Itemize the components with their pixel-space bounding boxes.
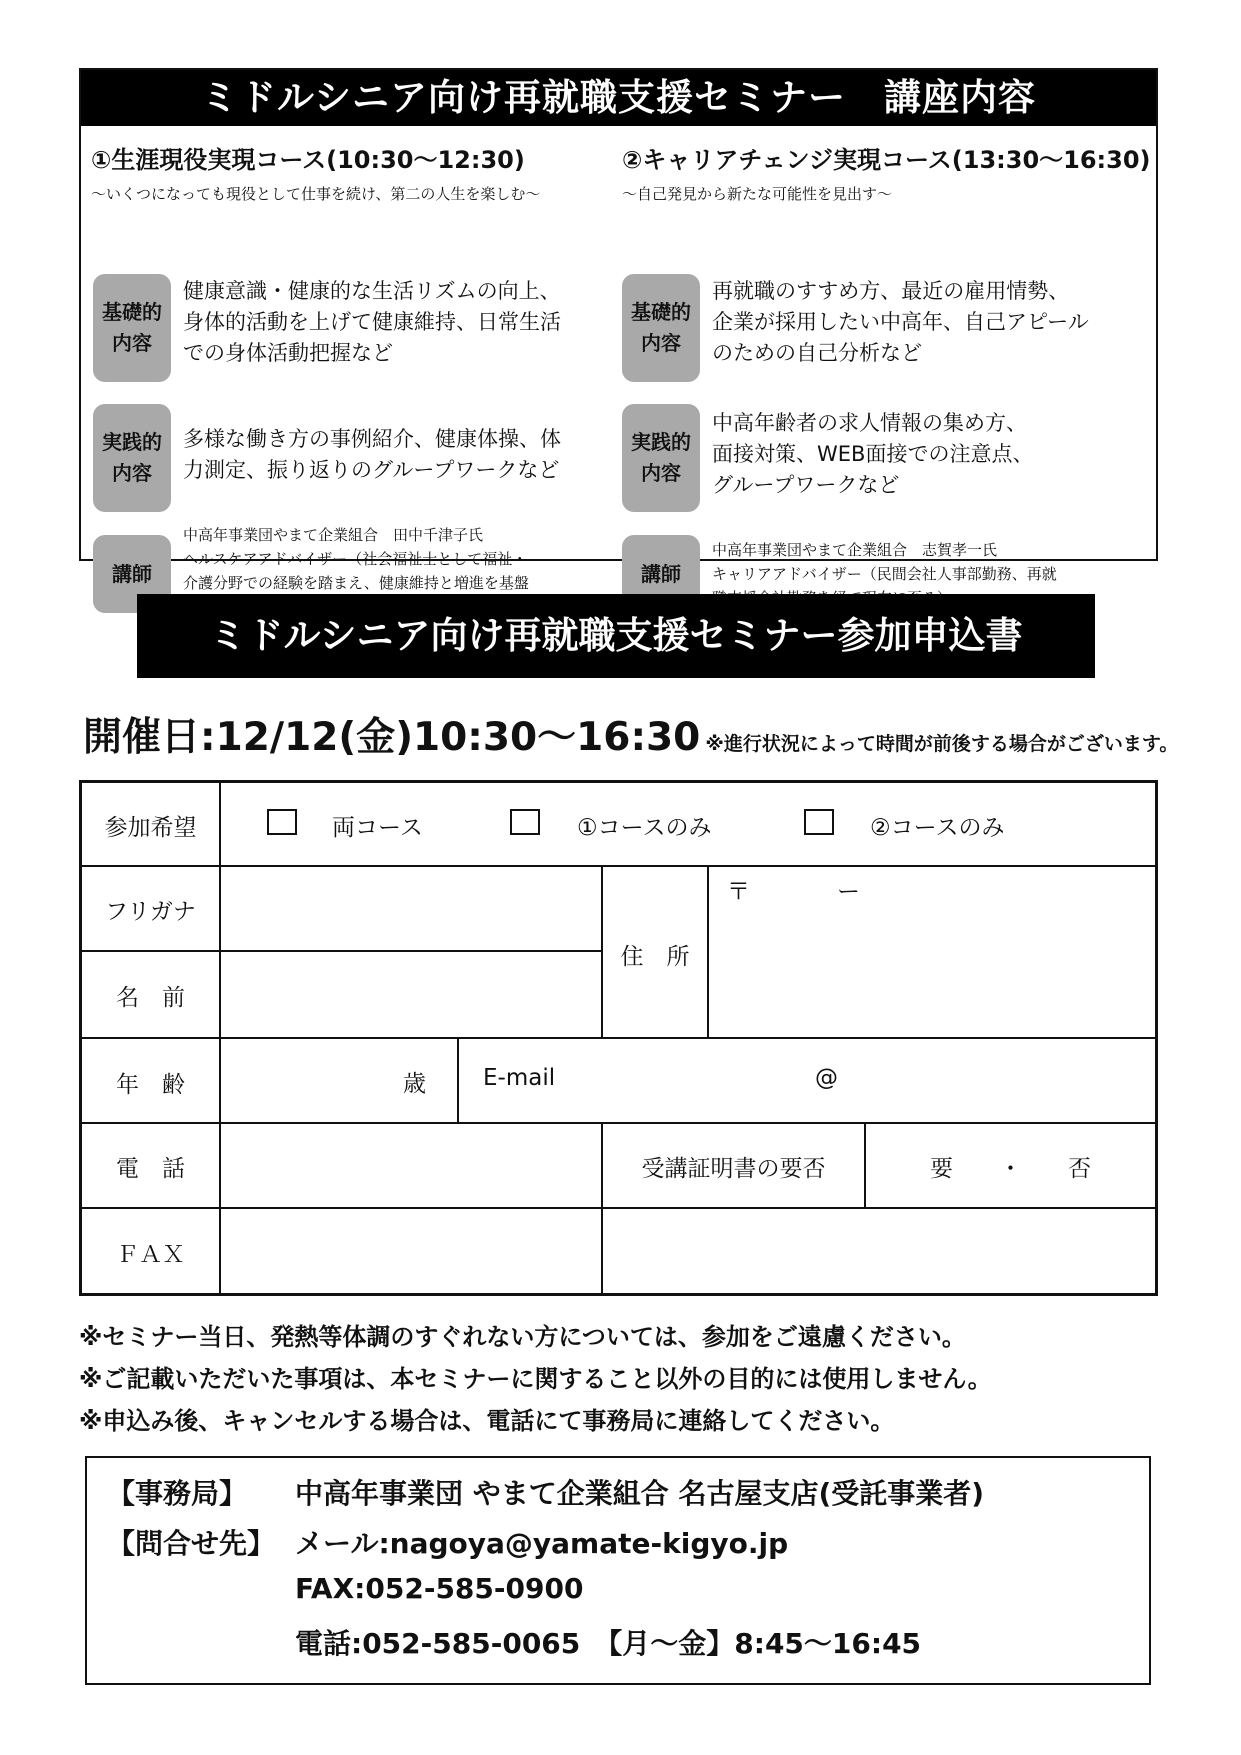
contact-fax: FAX:052-585-0900 — [295, 1572, 584, 1605]
postal-mark: 〒 — [727, 879, 750, 905]
form-title: ミドルシニア向け再就職支援セミナー参加申込書 — [137, 594, 1095, 678]
option-course2-label: ②コースのみ — [870, 815, 1005, 841]
course2-basic-text: 再就職のすすめ方、最近の雇用情勢、 企業が採用したい中高年、自己アピール のための自己分析など — [712, 279, 1089, 365]
contact-phone: 電話:052-585-0065 【月～金】8:45～16:45 — [295, 1627, 922, 1660]
course2-subtitle: ～自己発見から新たな可能性を見出す～ — [622, 185, 893, 203]
phone-label: 電 話 — [116, 1156, 185, 1182]
course1-instructor-text: 中高年事業団やまて企業組合 田中千津子氏 ヘルスケアアドバイザー（社会福祉士として福祉・ 介護分野での経験を踏まえ、健康維持と増進を基盤 — [183, 526, 529, 592]
course1-subtitle: ～いくつになっても現役として仕事を続け、第二の人生を楽しむ～ — [91, 185, 541, 203]
email-label: E-mail — [483, 1065, 556, 1091]
fax-extra-cell — [603, 1209, 1155, 1293]
course2-name: ②キャリアチェンジ実現コース(13:30～16:30) — [622, 146, 1151, 174]
address-input[interactable] — [709, 867, 1155, 1037]
name-input[interactable] — [221, 952, 601, 1037]
course2-instructor-label: 講師 — [622, 535, 700, 613]
email-at: @ — [815, 1065, 838, 1091]
option-course1-label: ①コースのみ — [577, 815, 712, 841]
course2-practice-text: 中高年齢者の求人情報の集め方、 面接対策、WEB面接での注意点、 グループワークなど — [712, 411, 1034, 497]
course2-practice-label: 実践的 内容 — [622, 404, 700, 512]
course1-name: ①生涯現役実現コース(10:30～12:30) — [91, 146, 525, 174]
course2-basic-label: 基礎的 内容 — [622, 274, 700, 382]
age-unit: 歳 — [403, 1071, 426, 1097]
course-content-box — [79, 68, 1158, 592]
course1-instructor-label: 講師 — [93, 535, 171, 613]
certificate-label: 受講証明書の要否 — [641, 1156, 826, 1182]
note-2: ※ご記載いただいた事項は、本セミナーに関すること以外の目的には使用しません。 — [79, 1365, 992, 1393]
address-label: 住 所 — [620, 944, 690, 970]
certificate-choice[interactable]: 要 ・ 否 — [930, 1156, 1091, 1182]
participation-label: 参加希望 — [104, 815, 197, 841]
course-section-title: ミドルシニア向け再就職支援セミナー 講座内容 — [81, 70, 1156, 126]
age-label: 年 齢 — [116, 1072, 185, 1098]
course1-column — [91, 140, 611, 592]
option-both-label: 両コース — [332, 815, 423, 841]
course1-practice-label: 実践的 内容 — [93, 404, 171, 512]
note-1: ※セミナー当日、発熱等体調のすぐれない方については、参加をご遠慮ください。 — [79, 1323, 966, 1351]
age-input[interactable] — [221, 1039, 457, 1122]
course1-basic-label: 基礎的 内容 — [93, 274, 171, 382]
course2-column — [622, 140, 1151, 586]
course1-practice-text: 多様な働き方の事例紹介、健康体操、体 力測定、振り返りのグループワークなど — [183, 427, 561, 482]
option-course2-checkbox[interactable] — [804, 809, 834, 835]
contact-mail[interactable]: メール:nagoya@yamate-kigyo.jp — [295, 1527, 789, 1560]
course1-basic-text: 健康意識・健康的な生活リズムの向上、 身体的活動を上げて健康維持、日常生活 での身体活動把握など — [183, 279, 561, 365]
course2-instructor-text: 中高年事業団やまて企業組合 志賀孝一氏 キャリアアドバイザー（民間会社人事部勤務、再就 — [712, 541, 1057, 583]
fax-input[interactable] — [221, 1209, 601, 1293]
event-date-note: ※進行状況によって時間が前後する場合がございます。 — [705, 733, 1179, 755]
office-name: 中高年事業団 やまて企業組合 名古屋支店(受託事業者) — [295, 1477, 985, 1510]
office-info-box — [85, 1456, 1151, 1685]
phone-input[interactable] — [221, 1124, 601, 1207]
postal-dash: ー — [837, 879, 860, 905]
name-label: 名 前 — [116, 985, 185, 1011]
option-both-checkbox[interactable] — [267, 809, 297, 835]
contact-label: 【問合せ先】 — [107, 1527, 276, 1560]
notes — [79, 1316, 992, 1442]
event-date-line — [83, 706, 1178, 762]
furigana-input[interactable] — [221, 867, 601, 950]
event-date: 開催日:12/12(金)10:30～16:30 — [83, 715, 701, 760]
option-course1-checkbox[interactable] — [510, 809, 540, 835]
furigana-label: フリガナ — [105, 899, 196, 925]
email-input[interactable] — [459, 1039, 1155, 1122]
note-3: ※申込み後、キャンセルする場合は、電話にて事務局に連絡してください。 — [79, 1407, 895, 1435]
office-label: 【事務局】 — [107, 1477, 248, 1510]
application-form — [79, 780, 1158, 1296]
fax-label: ＦＡＸ — [116, 1242, 185, 1268]
